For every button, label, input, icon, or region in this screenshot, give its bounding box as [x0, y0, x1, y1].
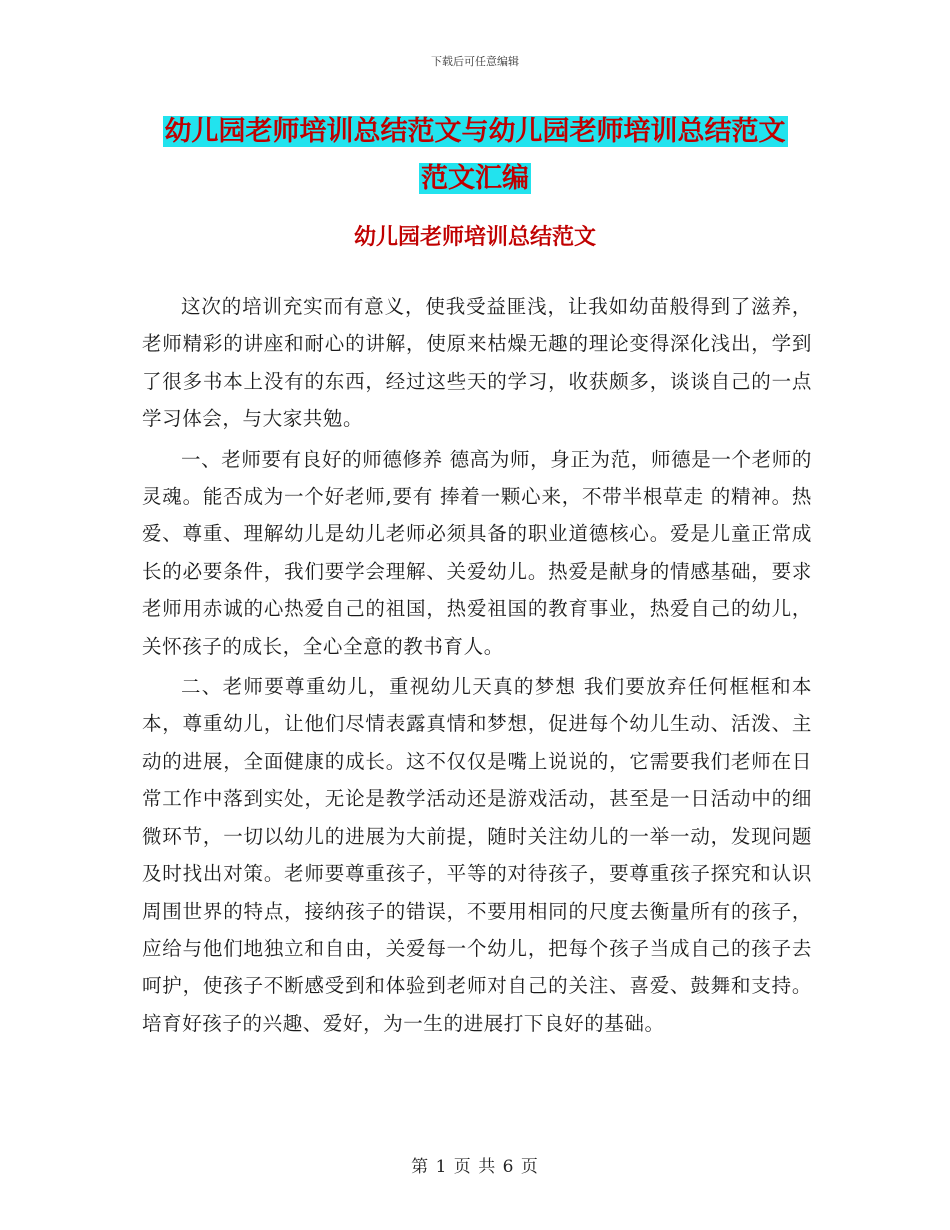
document-title-line-2: 范文汇编	[421, 163, 529, 194]
page-footer: 第 1 页 共 6 页	[411, 1157, 539, 1177]
document-title-line-1: 幼儿园老师培训总结范文与幼儿园老师培训总结范文	[164, 116, 786, 147]
paragraph-point-1: 一、老师要有良好的师德修养 德高为师，身正为范，师德是一个老师的灵魂。能否成为一个好老师,要有 捧着一颗心来，不带半根草走 的精神。热爱、尊重、理解幼儿是幼儿老师必须具备的职业道德核心。爱是儿童正常成长的必要条件，我们要学会理解、关爱幼儿。热爱是献身的情感基础，要求老师用赤诚的心热爱自己的祖国，热爱祖国的教育事业，热爱自己的幼儿，关怀孩子的成长，全心全意的教书育人。	[142, 447, 812, 658]
document-title	[140, 108, 810, 202]
header-note: 下载后可任意编辑	[431, 55, 519, 68]
section-heading: 幼儿园老师培训总结范文	[353, 225, 596, 250]
paragraph-point-2: 二、老师要尊重幼儿，重视幼儿天真的梦想 我们要放弃任何框框和本本，尊重幼儿，让他们尽情表露真情和梦想，促进每个幼儿生动、活泼、主动的进展，全面健康的成长。这不仅仅是嘴上说说的，它需要我们老师在日常工作中落到实处，无论是教学活动还是游戏活动，甚至是一日活动中的细微环节，一切以幼儿的进展为大前提，随时关注幼儿的一举一动，发现问题及时找出对策。老师要尊重孩子，平等的对待孩子，要尊重孩子探究和认识周围世界的特点，接纳孩子的错误，不要用相同的尺度去衡量所有的孩子，应给与他们地独立和自由，关爱每一个幼儿，把每个孩子当成自己的孩子去呵护，使孩子不断感受到和体验到老师对自己的关注、喜爱、鼓舞和支持。培育好孩子的兴趣、爱好，为一生的进展打下良好的基础。	[142, 675, 812, 1035]
body-text	[142, 288, 812, 1045]
paragraph-intro: 这次的培训充实而有意义，使我受益匪浅，让我如幼苗般得到了滋养，老师精彩的讲座和耐心的讲解，使原来枯燥无趣的理论变得深化浅出，学到了很多书本上没有的东西，经过这些天的学习，收获颇多，谈谈自己的一点学习体会，与大家共勉。	[142, 295, 812, 431]
